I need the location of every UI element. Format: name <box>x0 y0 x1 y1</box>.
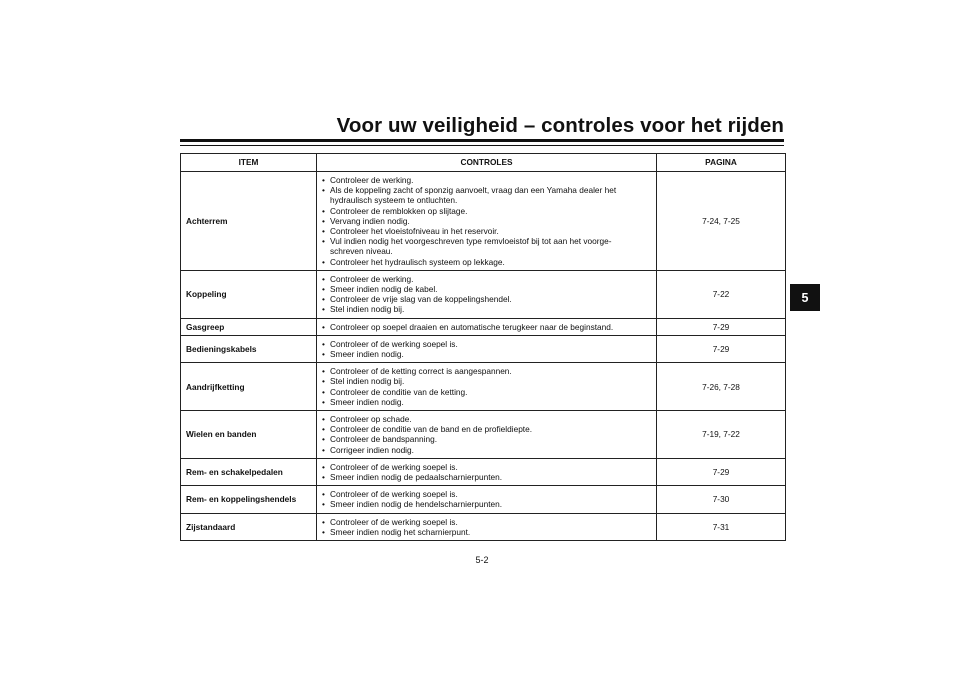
check-line: • Controleer of de werking soepel is. <box>322 462 650 472</box>
table-header-row <box>181 154 786 172</box>
row-checks <box>317 486 657 513</box>
check-line: • Controleer de werking. <box>322 175 650 185</box>
check-line: • Controleer het hydraulisch systeem op lekkage. <box>322 257 650 267</box>
row-item: Gasgreep <box>181 318 317 335</box>
check-line: • Controleer de conditie van de band en de profieldiepte. <box>322 424 650 434</box>
check-line: • Corrigeer indien nodig. <box>322 445 650 455</box>
check-line: • Vul indien nodig het voorgeschreven type remvloeistof bij tot aan het voorge- <box>322 236 650 246</box>
row-checks <box>317 270 657 318</box>
check-line: • Controleer of de werking soepel is. <box>322 517 650 527</box>
row-item: Bedieningskabels <box>181 335 317 362</box>
check-line: • Als de koppeling zacht of sponzig aanvoelt, vraag dan een Yamaha dealer het <box>322 185 650 195</box>
row-checks <box>317 363 657 411</box>
check-line: • Stel indien nodig bij. <box>322 376 650 386</box>
row-item: Rem- en koppelingshendels <box>181 486 317 513</box>
row-item: Koppeling <box>181 270 317 318</box>
row-checks <box>317 318 657 335</box>
check-line: • Controleer de conditie van de ketting. <box>322 387 650 397</box>
page-number: 5-2 <box>475 555 489 565</box>
row-item: Aandrijfketting <box>181 363 317 411</box>
page-ref-link[interactable]: 7-22 <box>657 270 786 318</box>
check-line: • Smeer indien nodig. <box>322 397 650 407</box>
chapter-tab[interactable]: 5 <box>790 284 820 311</box>
table-row <box>181 411 786 459</box>
page-ref-link[interactable]: 7-19, 7-22 <box>657 411 786 459</box>
check-line: • Controleer of de werking soepel is. <box>322 339 650 349</box>
row-checks <box>317 172 657 271</box>
check-line: • Smeer indien nodig de pedaalscharnierpunten. <box>322 472 650 482</box>
check-line: • Controleer de bandspanning. <box>322 434 650 444</box>
row-item: Zijstandaard <box>181 513 317 540</box>
table-row <box>181 172 786 271</box>
page-ref-link[interactable]: 7-31 <box>657 513 786 540</box>
check-line: • Stel indien nodig bij. <box>322 304 650 314</box>
check-line: • Smeer indien nodig. <box>322 349 650 359</box>
check-line: • Controleer de werking. <box>322 274 650 284</box>
check-line: hydraulisch systeem te ontluchten. <box>330 195 458 206</box>
table-row <box>181 458 786 485</box>
check-line: • Controleer het vloeistofniveau in het reservoir. <box>322 226 650 236</box>
check-line: • Controleer of de werking soepel is. <box>322 489 650 499</box>
check-line: • Smeer indien nodig het scharnierpunt. <box>322 527 650 537</box>
check-line: • Smeer indien nodig de kabel. <box>322 284 650 294</box>
table-row <box>181 486 786 513</box>
table-row <box>181 513 786 540</box>
page-title: Voor uw veiligheid – controles voor het rijden <box>336 114 784 137</box>
table-row <box>181 335 786 362</box>
row-checks <box>317 411 657 459</box>
row-checks <box>317 513 657 540</box>
check-line: • Controleer of de ketting correct is aangespannen. <box>322 366 650 376</box>
table-row <box>181 318 786 335</box>
row-checks <box>317 458 657 485</box>
check-line: • Controleer op soepel draaien en automatische terugkeer naar de beginstand. <box>322 322 650 332</box>
page-ref-link[interactable]: 7-29 <box>657 335 786 362</box>
row-checks <box>317 335 657 362</box>
row-item: Wielen en banden <box>181 411 317 459</box>
table-row <box>181 363 786 411</box>
check-line: schreven niveau. <box>330 246 393 257</box>
title-rule-thin <box>180 145 784 146</box>
page-ref-link[interactable]: 7-26, 7-28 <box>657 363 786 411</box>
header-item: ITEM <box>181 154 317 172</box>
check-line: • Controleer de remblokken op slijtage. <box>322 206 650 216</box>
page-ref-link[interactable]: 7-29 <box>657 458 786 485</box>
row-item: Achterrem <box>181 172 317 271</box>
page-ref-link[interactable]: 7-29 <box>657 318 786 335</box>
row-item: Rem- en schakelpedalen <box>181 458 317 485</box>
page-ref-link[interactable]: 7-30 <box>657 486 786 513</box>
title-rule-thick <box>180 139 784 142</box>
check-line: • Vervang indien nodig. <box>322 216 650 226</box>
header-checks: CONTROLES <box>317 154 657 172</box>
check-line: • Controleer op schade. <box>322 414 650 424</box>
table-row <box>181 270 786 318</box>
check-line: • Controleer de vrije slag van de koppelingshendel. <box>322 294 650 304</box>
header-page: PAGINA <box>657 154 786 172</box>
page-ref-link[interactable]: 7-24, 7-25 <box>657 172 786 271</box>
check-line: • Smeer indien nodig de hendelscharnierpunten. <box>322 499 650 509</box>
checks-table <box>180 153 786 541</box>
